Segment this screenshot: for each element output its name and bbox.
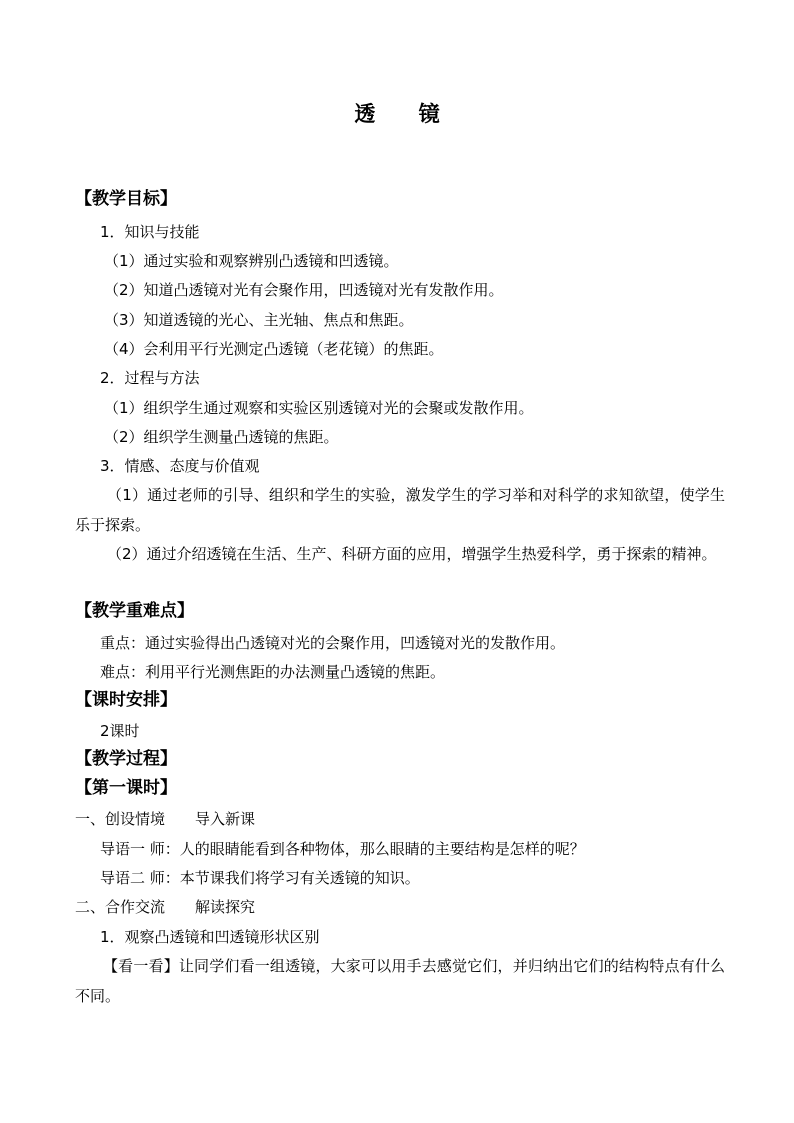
heading-first-lesson: 【第一课时】 [75, 778, 177, 798]
heading-schedule: 【课时安排】 [75, 690, 177, 710]
goal-3-1: （1）通过老师的引导、组织和学生的实验，激发学生的学习举和对科学的求知欲望，使学生乐于探索。 [75, 486, 725, 534]
intro-2: 导语二 师：本节课我们将学习有关透镜的知识。 [100, 869, 420, 887]
goal-1-4: （4）会利用平行光测定凸透镜（老花镜）的焦距。 [104, 340, 444, 358]
look-paragraph: 【看一看】让同学们看一组透镜，大家可以用手去感觉它们，并归纳出它们的结构特点有什么不同。 [75, 957, 725, 1005]
goal-1: 1．知识与技能 [100, 223, 200, 241]
heading-key-points: 【教学重难点】 [75, 601, 194, 621]
difficult-point: 难点：利用平行光测焦距的办法测量凸透镜的焦距。 [100, 663, 446, 681]
goal-1-2: （2）知道凸透镜对光有会聚作用，凹透镜对光有发散作用。 [104, 281, 504, 299]
intro-1: 导语一 师：人的眼睛能看到各种物体，那么眼睛的主要结构是怎样的呢？ [100, 840, 585, 858]
goal-1-1: （1）通过实验和观察辨别凸透镜和凹透镜。 [104, 252, 399, 270]
key-point: 重点：通过实验得出凸透镜对光的会聚作用，凹透镜对光的发散作用。 [100, 634, 566, 652]
goal-2-1: （1）组织学生通过观察和实验区别透镜对光的会聚或发散作用。 [104, 399, 534, 417]
goal-2-2: （2）组织学生测量凸透镜的焦距。 [104, 428, 339, 446]
goal-3: 3．情感、态度与价值观 [100, 457, 260, 475]
goal-1-3: （3）知道透镜的光心、主光轴、焦点和焦距。 [104, 311, 414, 329]
heading-teaching-goals: 【教学目标】 [75, 189, 177, 209]
goal-2: 2．过程与方法 [100, 369, 200, 387]
section-1-title: 一、创设情境 导入新课 [75, 810, 256, 828]
schedule-text: 2课时 [100, 722, 140, 740]
heading-process: 【教学过程】 [75, 749, 177, 769]
section-2-item-1: 1．观察凸透镜和凹透镜形状区别 [100, 928, 320, 946]
section-2-title: 二、合作交流 解读探究 [75, 898, 256, 916]
page-title: 透 镜 [354, 102, 458, 126]
goal-3-2: （2）通过介绍透镜在生活、生产、科研方面的应用，增强学生热爱科学，勇于探索的精神。 [107, 545, 717, 563]
